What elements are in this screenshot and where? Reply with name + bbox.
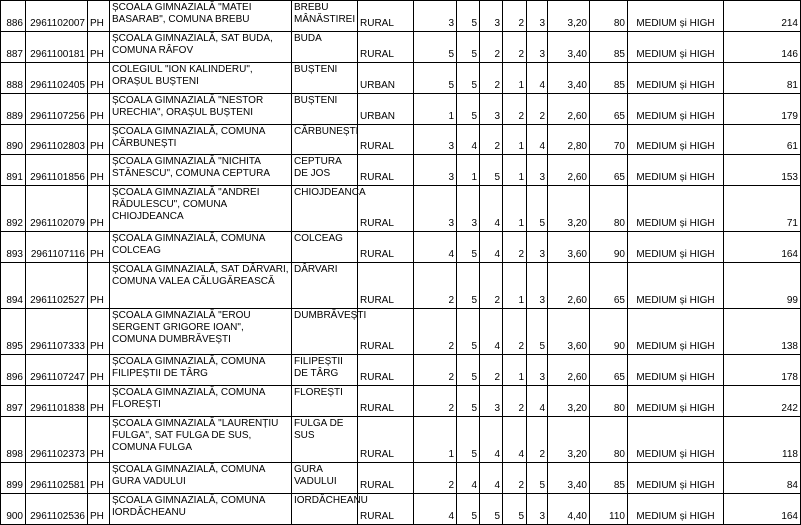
row-number-cell: 900 [1, 494, 26, 525]
table-row [1, 125, 801, 155]
school-code-cell: 2961102581 [26, 463, 88, 494]
percent-cell: 90 [590, 232, 628, 263]
environment-cell: RURAL [358, 417, 414, 463]
score-cell: 3,20 [548, 1, 590, 32]
total-cell: 164 [724, 494, 801, 525]
criterion-4-cell: 4 [503, 417, 527, 463]
table-row [1, 309, 801, 355]
table-row [1, 32, 801, 63]
criterion-5-cell: 3 [527, 155, 548, 186]
school-code-cell: 2961102079 [26, 186, 88, 232]
criterion-4-cell: 2 [503, 32, 527, 63]
school-code-cell: 2961101856 [26, 155, 88, 186]
locality-cell: BUDA [292, 32, 358, 63]
criterion-3-cell: 2 [480, 125, 503, 155]
criterion-3-cell: 4 [480, 309, 503, 355]
score-cell: 4,40 [548, 494, 590, 525]
score-cell: 3,40 [548, 63, 590, 94]
environment-cell: RURAL [358, 232, 414, 263]
school-name-cell: ȘCOALA GIMNAZIALĂ "ANDREI RĂDULESCU", COMUNA CHIOJDEANCA [110, 186, 292, 232]
row-number-cell: 893 [1, 232, 26, 263]
criterion-3-cell: 5 [480, 155, 503, 186]
criterion-2-cell: 5 [457, 1, 480, 32]
criterion-1-cell: 3 [414, 1, 457, 32]
criterion-5-cell: 5 [527, 309, 548, 355]
school-name-cell: ȘCOALA GIMNAZIALĂ, COMUNA COLCEAG [110, 232, 292, 263]
percent-cell: 65 [590, 94, 628, 125]
score-cell: 3,20 [548, 186, 590, 232]
criterion-1-cell: 1 [414, 94, 457, 125]
score-cell: 3,40 [548, 463, 590, 494]
criterion-2-cell: 5 [457, 232, 480, 263]
score-cell: 2,60 [548, 263, 590, 309]
level-cell: MEDIUM și HIGH [628, 355, 724, 386]
criterion-5-cell: 3 [527, 232, 548, 263]
score-cell: 3,40 [548, 32, 590, 63]
level-cell: MEDIUM și HIGH [628, 94, 724, 125]
criterion-3-cell: 4 [480, 417, 503, 463]
row-number-cell: 895 [1, 309, 26, 355]
criterion-1-cell: 5 [414, 63, 457, 94]
criterion-2-cell: 1 [457, 155, 480, 186]
level-cell: MEDIUM și HIGH [628, 232, 724, 263]
total-cell: 99 [724, 263, 801, 309]
school-code-cell: 2961102527 [26, 263, 88, 309]
criterion-1-cell: 1 [414, 417, 457, 463]
criterion-3-cell: 4 [480, 186, 503, 232]
percent-cell: 80 [590, 186, 628, 232]
score-cell: 2,60 [548, 155, 590, 186]
criterion-3-cell: 3 [480, 1, 503, 32]
level-cell: MEDIUM și HIGH [628, 417, 724, 463]
environment-cell: RURAL [358, 309, 414, 355]
criterion-3-cell: 2 [480, 263, 503, 309]
environment-cell: RURAL [358, 1, 414, 32]
criterion-3-cell: 4 [480, 232, 503, 263]
score-cell: 2,60 [548, 94, 590, 125]
criterion-4-cell: 1 [503, 125, 527, 155]
locality-cell: FILIPEȘTII DE TÂRG [292, 355, 358, 386]
school-code-cell: 2961107333 [26, 309, 88, 355]
row-number-cell: 897 [1, 386, 26, 417]
criterion-5-cell: 5 [527, 463, 548, 494]
locality-cell: FULGA DE SUS [292, 417, 358, 463]
criterion-3-cell: 2 [480, 63, 503, 94]
county-code-cell: PH [88, 32, 110, 63]
score-cell: 2,80 [548, 125, 590, 155]
locality-cell: CĂRBUNEȘTI [292, 125, 358, 155]
percent-cell: 65 [590, 155, 628, 186]
environment-cell: RURAL [358, 355, 414, 386]
criterion-3-cell: 4 [480, 463, 503, 494]
environment-cell: RURAL [358, 125, 414, 155]
criterion-2-cell: 5 [457, 417, 480, 463]
locality-cell: DUMBRĂVEȘTI [292, 309, 358, 355]
row-number-cell: 891 [1, 155, 26, 186]
criterion-2-cell: 4 [457, 463, 480, 494]
criterion-2-cell: 5 [457, 63, 480, 94]
row-number-cell: 892 [1, 186, 26, 232]
row-number-cell: 896 [1, 355, 26, 386]
criterion-4-cell: 1 [503, 186, 527, 232]
locality-cell: BUȘTENI [292, 94, 358, 125]
school-name-cell: ȘCOALA GIMNAZIALĂ, COMUNA FILIPEȘTII DE TÂRG [110, 355, 292, 386]
locality-cell: DÂRVARI [292, 263, 358, 309]
criterion-1-cell: 2 [414, 309, 457, 355]
total-cell: 138 [724, 309, 801, 355]
school-name-cell: ȘCOALA GIMNAZIALĂ, SAT DÂRVARI, COMUNA VALEA CĂLUGĂREASCĂ [110, 263, 292, 309]
locality-cell: COLCEAG [292, 232, 358, 263]
level-cell: MEDIUM și HIGH [628, 309, 724, 355]
criterion-4-cell: 1 [503, 355, 527, 386]
environment-cell: URBAN [358, 63, 414, 94]
criterion-4-cell: 2 [503, 232, 527, 263]
county-code-cell: PH [88, 155, 110, 186]
criterion-5-cell: 3 [527, 494, 548, 525]
criterion-4-cell: 5 [503, 494, 527, 525]
county-code-cell: PH [88, 232, 110, 263]
environment-cell: RURAL [358, 263, 414, 309]
level-cell: MEDIUM și HIGH [628, 1, 724, 32]
score-cell: 3,20 [548, 417, 590, 463]
environment-cell: RURAL [358, 186, 414, 232]
school-name-cell: ȘCOALA GIMNAZIALĂ "MATEI BASARAB", COMUNA BREBU [110, 1, 292, 32]
school-name-cell: ȘCOALA GIMNAZIALĂ "NICHITA STĂNESCU", COMUNA CEPTURA [110, 155, 292, 186]
criterion-1-cell: 3 [414, 155, 457, 186]
level-cell: MEDIUM și HIGH [628, 186, 724, 232]
criterion-5-cell: 2 [527, 94, 548, 125]
criterion-1-cell: 2 [414, 386, 457, 417]
county-code-cell: PH [88, 125, 110, 155]
school-name-cell: ȘCOALA GIMNAZIALĂ, COMUNA GURA VADULUI [110, 463, 292, 494]
county-code-cell: PH [88, 94, 110, 125]
percent-cell: 70 [590, 125, 628, 155]
percent-cell: 80 [590, 386, 628, 417]
criterion-2-cell: 5 [457, 355, 480, 386]
county-code-cell: PH [88, 355, 110, 386]
criterion-5-cell: 3 [527, 263, 548, 309]
total-cell: 81 [724, 63, 801, 94]
school-code-cell: 2961102373 [26, 417, 88, 463]
level-cell: MEDIUM și HIGH [628, 463, 724, 494]
environment-cell: RURAL [358, 32, 414, 63]
criterion-4-cell: 1 [503, 63, 527, 94]
school-code-cell: 2961100181 [26, 32, 88, 63]
criterion-5-cell: 5 [527, 186, 548, 232]
school-code-cell: 2961107116 [26, 232, 88, 263]
criterion-1-cell: 3 [414, 186, 457, 232]
school-name-cell: ȘCOALA GIMNAZIALĂ, COMUNA FLOREȘTI [110, 386, 292, 417]
environment-cell: RURAL [358, 463, 414, 494]
school-name-cell: ȘCOALA GIMNAZIALĂ "NESTOR URECHIA", ORAȘUL BUȘTENI [110, 94, 292, 125]
total-cell: 118 [724, 417, 801, 463]
criterion-3-cell: 2 [480, 355, 503, 386]
table-row [1, 1, 801, 32]
level-cell: MEDIUM și HIGH [628, 263, 724, 309]
criterion-2-cell: 5 [457, 494, 480, 525]
percent-cell: 65 [590, 263, 628, 309]
table-row [1, 186, 801, 232]
total-cell: 153 [724, 155, 801, 186]
criterion-4-cell: 2 [503, 1, 527, 32]
school-code-cell: 2961102405 [26, 63, 88, 94]
environment-cell: RURAL [358, 386, 414, 417]
total-cell: 146 [724, 32, 801, 63]
school-name-cell: ȘCOALA GIMNAZIALĂ, SAT BUDA, COMUNA RÂFOV [110, 32, 292, 63]
criterion-1-cell: 3 [414, 125, 457, 155]
environment-cell: RURAL [358, 494, 414, 525]
locality-cell: GURA VADULUI [292, 463, 358, 494]
school-name-cell: COLEGIUL "ION KALINDERU", ORAȘUL BUȘTENI [110, 63, 292, 94]
criterion-2-cell: 4 [457, 125, 480, 155]
criterion-4-cell: 2 [503, 94, 527, 125]
criterion-4-cell: 2 [503, 463, 527, 494]
criterion-1-cell: 5 [414, 32, 457, 63]
criterion-3-cell: 2 [480, 32, 503, 63]
row-number-cell: 899 [1, 463, 26, 494]
school-name-cell: ȘCOALA GIMNAZIALĂ "EROU SERGENT GRIGORE IOAN", COMUNA DUMBRĂVEȘTI [110, 309, 292, 355]
score-cell: 3,60 [548, 232, 590, 263]
locality-cell: CEPTURA DE JOS [292, 155, 358, 186]
criterion-4-cell: 2 [503, 309, 527, 355]
criterion-5-cell: 4 [527, 125, 548, 155]
school-code-cell: 2961101838 [26, 386, 88, 417]
score-cell: 3,60 [548, 309, 590, 355]
score-cell: 2,60 [548, 355, 590, 386]
school-code-cell: 2961102007 [26, 1, 88, 32]
school-name-cell: ȘCOALA GIMNAZIALĂ, COMUNA IORDĂCHEANU [110, 494, 292, 525]
table-row [1, 386, 801, 417]
school-code-cell: 2961107247 [26, 355, 88, 386]
row-number-cell: 894 [1, 263, 26, 309]
county-code-cell: PH [88, 263, 110, 309]
county-code-cell: PH [88, 494, 110, 525]
table-row [1, 94, 801, 125]
table-row [1, 155, 801, 186]
table-row [1, 494, 801, 525]
table-row [1, 417, 801, 463]
school-code-cell: 2961107256 [26, 94, 88, 125]
total-cell: 178 [724, 355, 801, 386]
percent-cell: 85 [590, 63, 628, 94]
school-name-cell: ȘCOALA GIMNAZIALĂ, COMUNA CĂRBUNEȘTI [110, 125, 292, 155]
criterion-4-cell: 2 [503, 386, 527, 417]
school-name-cell: ȘCOALA GIMNAZIALĂ "LAURENȚIU FULGA", SAT FULGA DE SUS, COMUNA FULGA [110, 417, 292, 463]
locality-cell: CHIOJDEANCA [292, 186, 358, 232]
percent-cell: 85 [590, 32, 628, 63]
row-number-cell: 898 [1, 417, 26, 463]
table-body [1, 1, 801, 525]
county-code-cell: PH [88, 63, 110, 94]
total-cell: 214 [724, 1, 801, 32]
criterion-1-cell: 2 [414, 463, 457, 494]
total-cell: 84 [724, 463, 801, 494]
percent-cell: 65 [590, 355, 628, 386]
criterion-3-cell: 3 [480, 386, 503, 417]
criterion-5-cell: 3 [527, 32, 548, 63]
county-code-cell: PH [88, 463, 110, 494]
score-cell: 3,20 [548, 386, 590, 417]
county-code-cell: PH [88, 309, 110, 355]
criterion-2-cell: 5 [457, 263, 480, 309]
criterion-1-cell: 2 [414, 355, 457, 386]
criterion-1-cell: 4 [414, 494, 457, 525]
criterion-2-cell: 5 [457, 309, 480, 355]
criterion-5-cell: 4 [527, 63, 548, 94]
county-code-cell: PH [88, 186, 110, 232]
total-cell: 71 [724, 186, 801, 232]
table-row [1, 232, 801, 263]
row-number-cell: 886 [1, 1, 26, 32]
criterion-1-cell: 4 [414, 232, 457, 263]
level-cell: MEDIUM și HIGH [628, 32, 724, 63]
total-cell: 164 [724, 232, 801, 263]
county-code-cell: PH [88, 417, 110, 463]
level-cell: MEDIUM și HIGH [628, 155, 724, 186]
percent-cell: 90 [590, 309, 628, 355]
criterion-2-cell: 3 [457, 186, 480, 232]
level-cell: MEDIUM și HIGH [628, 63, 724, 94]
criterion-1-cell: 2 [414, 263, 457, 309]
percent-cell: 85 [590, 463, 628, 494]
county-code-cell: PH [88, 1, 110, 32]
total-cell: 179 [724, 94, 801, 125]
locality-cell: FLOREȘTI [292, 386, 358, 417]
row-number-cell: 888 [1, 63, 26, 94]
school-code-cell: 2961102536 [26, 494, 88, 525]
criterion-5-cell: 4 [527, 386, 548, 417]
criterion-2-cell: 5 [457, 32, 480, 63]
locality-cell: IORDĂCHEANU [292, 494, 358, 525]
level-cell: MEDIUM și HIGH [628, 125, 724, 155]
county-code-cell: PH [88, 386, 110, 417]
criterion-3-cell: 3 [480, 94, 503, 125]
total-cell: 61 [724, 125, 801, 155]
level-cell: MEDIUM și HIGH [628, 386, 724, 417]
percent-cell: 80 [590, 1, 628, 32]
criterion-3-cell: 5 [480, 494, 503, 525]
level-cell: MEDIUM și HIGH [628, 494, 724, 525]
table-row [1, 463, 801, 494]
environment-cell: RURAL [358, 155, 414, 186]
total-cell: 242 [724, 386, 801, 417]
criterion-2-cell: 5 [457, 386, 480, 417]
table-row [1, 263, 801, 309]
criterion-5-cell: 3 [527, 355, 548, 386]
criterion-2-cell: 5 [457, 94, 480, 125]
environment-cell: URBAN [358, 94, 414, 125]
percent-cell: 110 [590, 494, 628, 525]
criterion-5-cell: 3 [527, 1, 548, 32]
criterion-4-cell: 1 [503, 155, 527, 186]
criterion-5-cell: 2 [527, 417, 548, 463]
school-code-cell: 2961102803 [26, 125, 88, 155]
row-number-cell: 889 [1, 94, 26, 125]
locality-cell: BUȘTENI [292, 63, 358, 94]
locality-cell: BREBU MÂNĂSTIREI [292, 1, 358, 32]
criterion-4-cell: 1 [503, 263, 527, 309]
row-number-cell: 887 [1, 32, 26, 63]
percent-cell: 80 [590, 417, 628, 463]
table-row [1, 63, 801, 94]
row-number-cell: 890 [1, 125, 26, 155]
table-row [1, 355, 801, 386]
